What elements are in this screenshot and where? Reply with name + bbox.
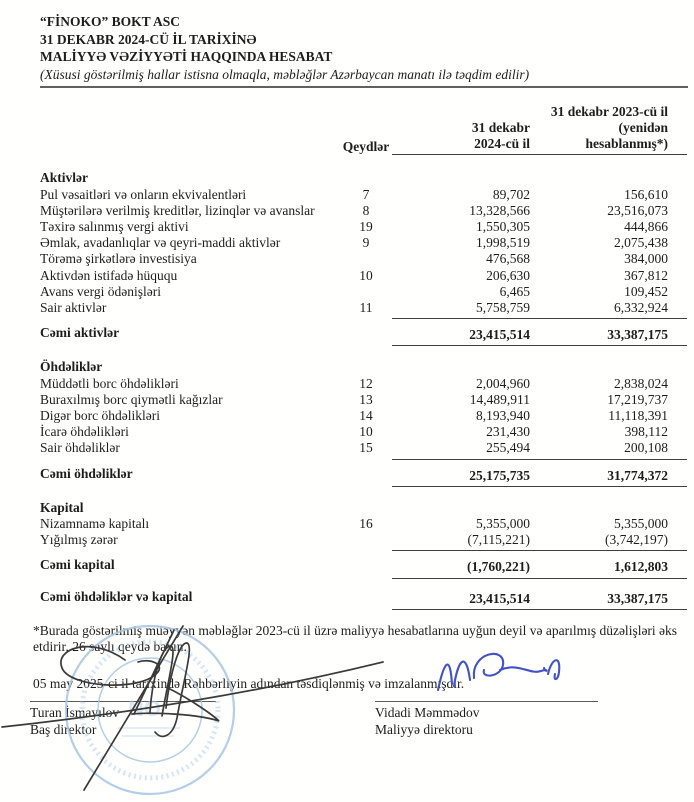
value-2024: (7,115,221)	[467, 532, 530, 548]
row-note: 10	[359, 424, 373, 440]
statement-title: MALİYYƏ VƏZİYYƏTİ HAQQINDA HESABAT	[40, 49, 333, 64]
value-spacer	[668, 219, 687, 235]
row-values	[392, 532, 687, 551]
value-2024: 231,430	[486, 424, 530, 440]
row-values	[392, 376, 687, 392]
table-row	[40, 235, 690, 251]
row-label: Buraxılmış borc qiymətli kağızlar	[40, 391, 223, 407]
row-values	[392, 557, 687, 578]
statement-table-body	[40, 170, 690, 609]
row-label: Müştərilərə verilmiş kreditlər, lizinqlər və avanslar	[40, 202, 315, 218]
table-row	[40, 516, 690, 532]
value-2023: 384,000	[624, 251, 668, 267]
value-2024: 13,328,566	[469, 202, 530, 218]
column-header-2023	[530, 104, 668, 153]
value-spacer	[668, 187, 687, 203]
value-2024: 5,355,000	[476, 515, 530, 531]
value-spacer	[668, 300, 687, 316]
row-label: İcarə öhdəlikləri	[40, 424, 129, 440]
row-values	[392, 325, 687, 346]
row-note: 14	[359, 407, 373, 423]
value-spacer	[668, 376, 687, 392]
signature-block-director	[30, 701, 216, 738]
value-2023: 200,108	[624, 440, 668, 456]
grand-total-row	[40, 589, 690, 610]
row-label: Sair aktivlər	[40, 299, 107, 315]
row-note: 10	[359, 267, 373, 283]
row-values	[392, 300, 687, 319]
row-values	[392, 268, 687, 284]
row-note: 11	[359, 299, 373, 315]
row-note: 8	[362, 202, 370, 218]
column-headers-values	[392, 104, 687, 156]
column-header-2024-line2: 2024-cü il	[474, 136, 530, 152]
table-row	[40, 532, 690, 551]
section-title: Aktivlər	[40, 170, 88, 186]
section-title: Kapital	[40, 499, 84, 515]
value-spacer	[668, 559, 687, 575]
value-2023: 444,866	[624, 218, 668, 234]
value-2023: 367,812	[624, 267, 668, 283]
value-2024: (1,760,221)	[467, 559, 530, 575]
row-label: Cəmi kapital	[40, 557, 115, 573]
value-2024: 1,998,519	[476, 235, 530, 251]
value-spacer	[668, 268, 687, 284]
value-spacer	[668, 532, 687, 548]
row-values	[392, 203, 687, 219]
value-spacer	[668, 424, 687, 440]
column-header-2023-line2: (yenidən	[618, 119, 668, 135]
table-header	[40, 104, 690, 156]
signatory-title: Baş direktor	[30, 721, 97, 737]
row-label: Pul vəsaitləri və onların ekvivalentləri	[40, 186, 247, 202]
row-label: Əmlak, avadanlıqlar və qeyri-maddi aktivlər	[40, 235, 281, 251]
value-spacer	[668, 516, 687, 532]
row-label: Cəmi aktivlər	[40, 325, 120, 341]
signatory-name: Turan İsmayılov	[30, 705, 120, 720]
value-2023: 398,112	[624, 424, 668, 440]
row-note	[340, 251, 392, 267]
value-2024: 8,193,940	[476, 407, 530, 423]
row-values	[392, 219, 687, 235]
value-2024: 206,630	[486, 267, 530, 283]
value-2023: 33,387,175	[607, 327, 668, 343]
table-row	[40, 203, 690, 219]
value-2024: 6,465	[499, 283, 530, 299]
table-row	[40, 408, 690, 424]
value-2024: 89,702	[492, 186, 530, 202]
value-2023: 2,075,438	[614, 235, 668, 251]
table-row	[40, 440, 690, 459]
value-2023: 11,118,391	[608, 407, 668, 423]
column-header-2023-line1: 31 dekabr 2023-cü il	[550, 103, 668, 119]
row-label: Törəmə şirkətlərə investisiya	[40, 251, 197, 267]
section-title: Öhdəliklər	[40, 359, 103, 375]
value-2024: 1,550,305	[476, 218, 530, 234]
column-header-2024	[392, 120, 530, 152]
row-values	[392, 284, 687, 300]
value-2024: 2,004,960	[476, 375, 530, 391]
column-header-2023-line3: hesablanmış*)	[585, 136, 668, 152]
row-label: Avans vergi ödənişləri	[40, 283, 161, 299]
row-label: Cəmi öhdəliklər və kapital	[40, 588, 193, 604]
value-2023: (3,742,197)	[605, 532, 668, 548]
row-label: Digər borc öhdəlikləri	[40, 407, 160, 423]
table-row	[40, 187, 690, 203]
value-2024: 25,175,735	[469, 467, 530, 483]
value-2024: 5,758,759	[476, 299, 530, 315]
row-note	[340, 466, 392, 487]
value-spacer	[668, 235, 687, 251]
total-row	[40, 325, 690, 346]
table-row	[40, 376, 690, 392]
table-row	[40, 219, 690, 235]
value-spacer	[668, 327, 687, 343]
value-2023: 5,355,000	[614, 515, 668, 531]
stamp-text: NO	[128, 696, 161, 721]
value-spacer	[668, 392, 687, 408]
row-values	[392, 440, 687, 459]
value-2023: 109,452	[624, 283, 668, 299]
value-2024: 23,415,514	[469, 590, 530, 606]
row-values	[392, 408, 687, 424]
total-row	[40, 466, 690, 487]
row-note	[340, 589, 392, 610]
value-spacer	[668, 591, 687, 607]
signatory-name: Vidadi Məmmədov	[375, 705, 480, 720]
value-2024: 14,489,911	[469, 391, 530, 407]
table-row	[40, 424, 690, 440]
row-label: Müddətli borc öhdəlikləri	[40, 375, 179, 391]
row-label: Aktivdən istifadə hüququ	[40, 267, 178, 283]
table-row	[40, 300, 690, 319]
value-2023: 1,612,803	[614, 559, 668, 575]
value-2024: 255,494	[486, 440, 530, 456]
row-note: 12	[359, 375, 373, 391]
value-spacer	[668, 468, 687, 484]
currency-note: (Xüsusi göstərilmiş hallar istisna olmaqla, məbləğlər Azərbaycan manatı ilə təqdim edilir)	[40, 67, 688, 88]
row-note: 13	[359, 391, 373, 407]
value-2024: 23,415,514	[469, 327, 530, 343]
value-spacer	[668, 284, 687, 300]
restatement-footnote: *Burada göstərilmiş müəyyən məbləğlər 2023-cü il üzrə maliyyə hesabatlarına uyğun deyil və aparılmış düzəlişləri əks etdirir, 26 saylı qeydə baxın.	[33, 622, 678, 654]
value-2024: 476,568	[486, 251, 530, 267]
approval-statement: 05 may 2025-ci il tarixində Rəhbərliyin adından təsdiqlənmiş və imzalanmışdır.	[33, 676, 465, 692]
value-spacer	[668, 203, 687, 219]
table-row	[40, 284, 690, 300]
row-values	[392, 251, 687, 267]
row-label: Nizamnamə kapitalı	[40, 515, 150, 531]
row-note	[340, 284, 392, 300]
column-header-notes: Qeydlər	[342, 139, 390, 155]
row-values	[392, 187, 687, 203]
value-2023: 6,332,924	[614, 299, 668, 315]
value-2023: 33,387,175	[607, 590, 668, 606]
row-note: 15	[359, 440, 373, 456]
row-values	[392, 424, 687, 440]
row-values	[392, 589, 687, 610]
value-spacer	[668, 251, 687, 267]
table-row	[40, 392, 690, 408]
row-values	[392, 235, 687, 251]
value-2023: 17,219,737	[607, 391, 668, 407]
column-header-2024-line1: 31 dekabr	[471, 119, 530, 135]
row-values	[392, 466, 687, 487]
row-note: 16	[359, 515, 373, 531]
row-values	[392, 392, 687, 408]
value-2023: 31,774,372	[607, 467, 668, 483]
value-2023: 23,516,073	[607, 202, 668, 218]
row-note: 7	[362, 186, 370, 202]
row-values	[392, 516, 687, 532]
value-spacer	[668, 408, 687, 424]
value-2023: 156,610	[624, 186, 668, 202]
value-spacer	[668, 440, 687, 456]
row-label: Cəmi öhdəliklər	[40, 465, 133, 481]
table-row	[40, 268, 690, 284]
row-note	[340, 557, 392, 578]
company-name: “FİNOKO” BOKT ASC	[40, 14, 181, 29]
row-note: 19	[359, 218, 373, 234]
signatory-title: Maliyyə direktoru	[375, 721, 473, 737]
row-note	[340, 532, 392, 551]
row-label: Sair öhdəliklər	[40, 440, 120, 456]
total-row	[40, 557, 690, 578]
value-2023: 2,838,024	[614, 375, 668, 391]
statement-date: 31 DEKABR 2024-CÜ İL TARİXİNƏ	[40, 31, 257, 47]
row-note	[340, 325, 392, 346]
table-row	[40, 251, 690, 267]
row-label: Yığılmış zərər	[40, 532, 118, 548]
row-note: 9	[362, 235, 370, 251]
signature-block-cfo	[375, 701, 598, 738]
row-label: Təxirə salınmış vergi aktivi	[40, 218, 189, 234]
